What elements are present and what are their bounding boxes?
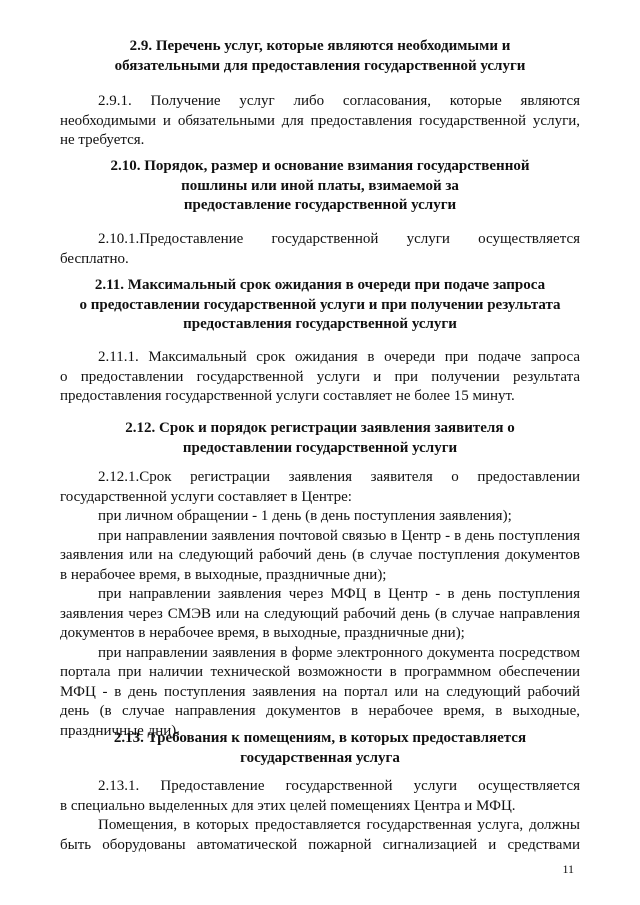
section-2-11-heading (60, 276, 580, 335)
heading-line: обязательными для предоставления государственной услуги (114, 57, 526, 74)
text-line: необходимыми и обязательными для предоставления государственной услуги, (60, 112, 580, 129)
text-line: 2.9.1. Получение услуг либо согласования, которые являются (98, 93, 580, 109)
heading-line: предоставление государственной услуги (183, 197, 457, 213)
section-2-13-heading (60, 729, 580, 768)
text-line: праздничные дни). (60, 722, 181, 739)
heading-line: 2.10. Порядок, размер и основание взимания государственной (110, 158, 530, 174)
heading-line: предоставлении государственной услуги (182, 439, 458, 456)
text-line: не требуется. (60, 132, 145, 148)
section-2-12-heading (60, 419, 580, 458)
heading-line: 2.11. Максимальный срок ожидания в очереди при подаче запроса (94, 277, 546, 293)
heading-line: государственная услуга (240, 749, 400, 766)
text-line: при направлении заявления через МФЦ в Центр - в день поступления (98, 586, 580, 602)
text-line: при личном обращении - 1 день (в день поступления заявления); (98, 508, 512, 524)
text-line: портала при наличии технической возможности в программном обеспечении (60, 664, 580, 680)
section-2-10-heading (60, 157, 580, 216)
text-line: при направлении заявления почтовой связью в Центр - в день поступления (98, 527, 580, 544)
text-line: день (в случае направления документов в нерабочее время, в выходные, (60, 703, 580, 719)
text-line: 2.10.1.Предоставление государственной услуги осуществляется (98, 231, 580, 247)
section-2-9-heading (60, 37, 580, 76)
paragraph-2-11-1 (60, 348, 580, 407)
text-line: 2.11.1. Максимальный срок ожидания в очереди при подаче запроса (98, 349, 580, 365)
text-line: в нерабочее время, в выходные, праздничные дни); (60, 566, 387, 583)
text-line: Помещения, в которых предоставляется государственная услуга, должны (98, 817, 580, 833)
text-line: заявления через СМЭВ или на следующий рабочий день (в случае направления (60, 605, 580, 622)
page-number: 11 (562, 862, 574, 876)
text-line: государственной услуги составляет в Центре: (60, 488, 352, 505)
text-line: заявления или на следующий рабочий день (в случае поступления документов (60, 547, 580, 563)
heading-line: о предоставлении государственной услуги и при получении результата (79, 296, 561, 313)
text-line: 2.12.1.Срок регистрации заявления заявителя о предоставлении (98, 469, 580, 485)
text-line: МФЦ - в день поступления заявления на портал или на следующий рабочий (60, 683, 580, 700)
text-line: документов в нерабочее время, в выходные, праздничные дни); (60, 625, 465, 641)
text-line: предоставления государственной услуги составляет не более 15 минут. (60, 388, 515, 404)
heading-line: 2.9. Перечень услуг, которые являются необходимыми и (129, 38, 511, 54)
text-line: о предоставлении государственной услуги и при получении результата (60, 368, 580, 385)
text-line: 2.13.1. Предоставление государственной услуги осуществляется (98, 778, 580, 794)
text-line: быть оборудованы автоматической пожарной сигнализацией и средствами (60, 836, 580, 853)
text-line: бесплатно. (60, 250, 129, 267)
heading-line: предоставления государственной услуги (183, 316, 457, 332)
paragraph-2-12-1 (60, 468, 580, 741)
paragraph-2-10-1 (60, 230, 580, 269)
heading-line: пошлины или иной платы, взимаемой за (181, 177, 459, 194)
paragraph-2-13-1 (60, 777, 580, 855)
paragraph-2-9-1 (60, 92, 580, 151)
heading-line: 2.13. Требования к помещениям, в которых предоставляется (113, 730, 527, 746)
text-line: при направлении заявления в форме электронного документа посредством (98, 644, 580, 661)
text-line: в специально выделенных для этих целей помещениях Центра и МФЦ. (60, 797, 516, 814)
heading-line: 2.12. Срок и порядок регистрации заявления заявителя о (125, 420, 515, 436)
